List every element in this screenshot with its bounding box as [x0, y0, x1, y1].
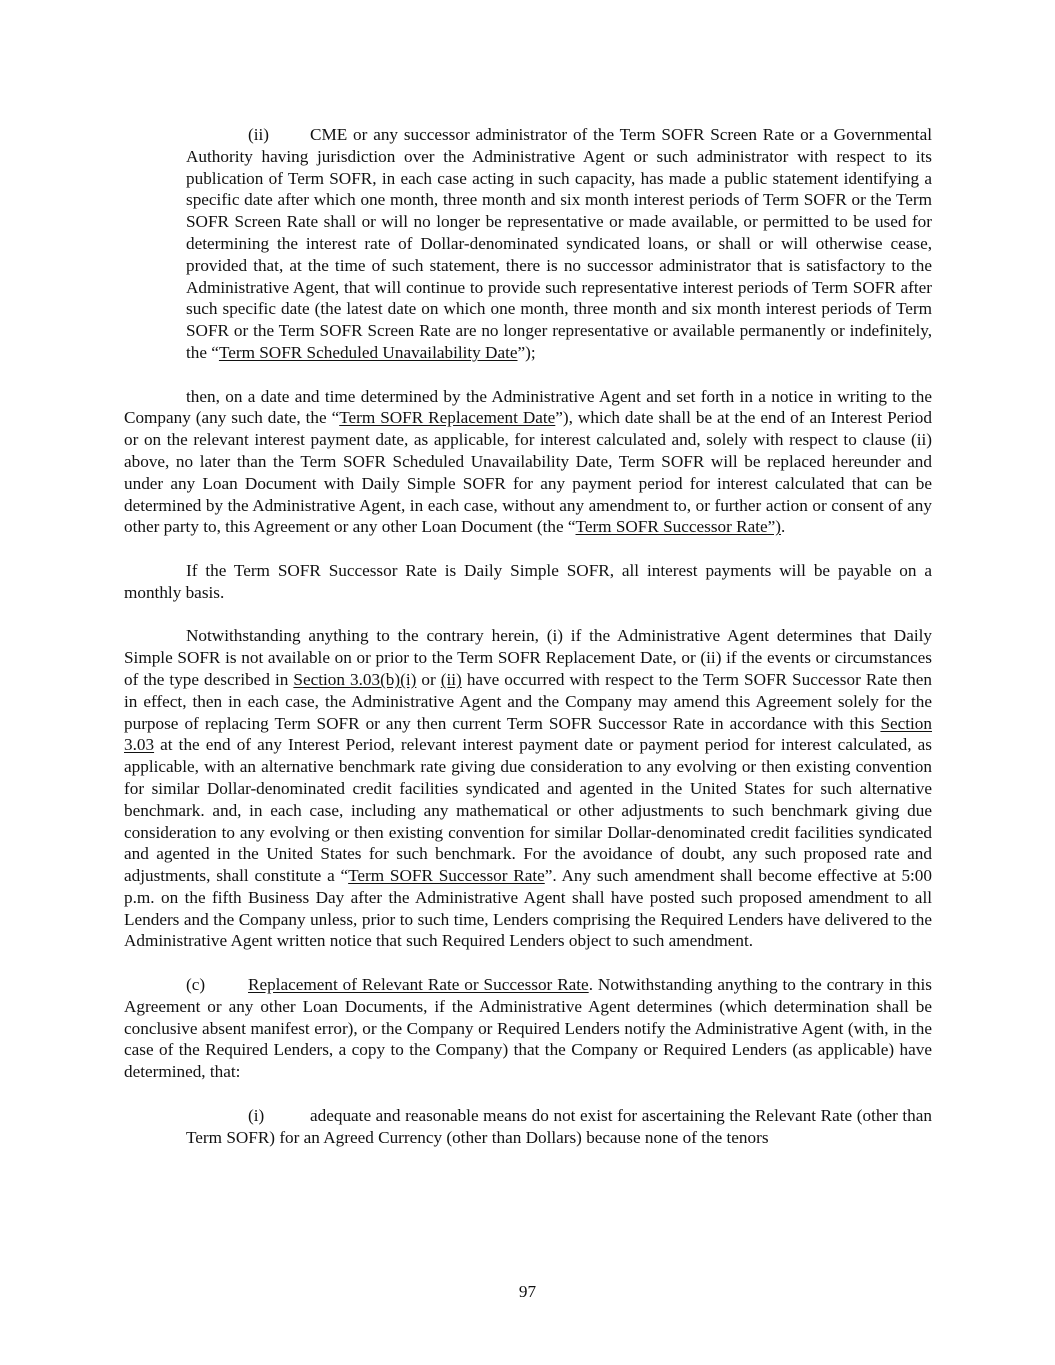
paragraph-text: adequate and reasonable means do not exist for ascertaining the Relevant Rate (other than Term SOFR) for an Agreed Currency (other than Dollars) because none of the tenors	[186, 1105, 932, 1147]
clause-label: (c)	[186, 975, 206, 995]
paragraph-text: If the Term SOFR Successor Rate is Daily Simple SOFR, all interest payments will be payable on a monthly basis.	[124, 560, 932, 602]
paragraph-notwithstanding	[124, 625, 932, 952]
paragraph-text: at the end of any Interest Period, relevant interest payment date or payment period for interest calculated, as applicable, with an alternative benchmark rate giving due consideration to any evolving or then existing convention for similar Dollar-denominated credit facilities syndicated and agented in the United States for such alternative benchmark. and, in each case, including any mathematical or other adjustments to such benchmark giving due consideration to any evolving or then existing convention for similar Dollar-denominated credit facilities syndicated and agented in the United States for such benchmark. For the avoidance of doubt, any such proposed rate and adjustments, shall constitute a “	[124, 735, 932, 886]
section-heading: Replacement of Relevant Rate or Successor Rate	[248, 975, 589, 995]
section-reference: Section 3.03(b)(i)	[293, 669, 417, 689]
paragraph-text: then, on a date and time determined by the Administrative Agent and set forth in a notice in writing to the Company (any such date, the “	[124, 386, 932, 428]
page-number: 97	[518, 1282, 537, 1301]
paragraph-monthly-basis	[124, 560, 932, 604]
section-reference: (ii)	[440, 669, 462, 689]
paragraph-text: ”);	[517, 342, 536, 362]
paragraph-text: .	[781, 517, 786, 537]
paragraph-text: . Notwithstanding anything to the contrary in this Agreement or any other Loan Documents, if the Administrative Agent determines (which determination shall be conclusive absent manifest error), or the Company or Required Lenders notify the Administrative Agent (with, in the case of the Required Lenders, a copy to the Company) that the Company or Required Lenders (as applicable) have determined, that:	[124, 975, 932, 1082]
paragraph-text: CME or any successor administrator of the Term SOFR Screen Rate or a Governmental Authority having jurisdiction over the Administrative Agent or such administrator with respect to its publication of Term SOFR, in each case acting in such capacity, has made a public statement identifying a specific date after which one month, three month and six month interest periods of Term SOFR or the Term SOFR Screen Rate shall or will no longer be representative or made available, or permitted to be used for determining the interest rate of Dollar-denominated syndicated loans, or shall or will otherwise cease, provided that, at the time of such statement, there is no successor administrator that is satisfactory to the Administrative Agent, that will continue to provide such representative interest periods of Term SOFR after such specific date (the latest date on which one month, three month and six month interest periods of Term SOFR or the Term SOFR Screen Rate are no longer representative or available permanently or indefinitely, the “	[186, 125, 932, 362]
defined-term: Term SOFR Replacement Date	[339, 408, 556, 428]
paragraph-text: Notwithstanding anything to the contrary herein, (i) if the Administrative Agent determines that Daily Simple SOFR is not available on or prior to the Term SOFR Replacement Date, or (ii) if the events or circumstances of the type described in	[124, 626, 932, 689]
clause-label: (i)	[248, 1105, 265, 1125]
paragraph-clause-ii	[186, 124, 932, 364]
defined-term: Term SOFR Scheduled Unavailability Date	[218, 342, 518, 362]
paragraph-replacement-date	[124, 386, 932, 539]
paragraph-text: ”), which date shall be at the end of an Interest Period or on the relevant interest payment date, as applicable, for interest calculated and, solely with respect to clause (ii) above, no later than the Term SOFR Scheduled Unavailability Date, Term SOFR will be replaced hereunder and under any Loan Document with Daily Simple SOFR for any payment period for interest calculated that can be determined by the Administrative Agent, in each case, without any amendment to, or further action or consent of any other party to, this Agreement or any other Loan Document (the “	[124, 408, 932, 537]
paragraph-clause-i	[186, 1105, 932, 1149]
paragraph-text: have occurred with respect to the Term SOFR Successor Rate then in effect, then in each case, the Administrative Agent and the Company may amend this Agreement solely for the purpose of replacing Term SOFR or any then current Term SOFR Successor Rate in accordance with this	[124, 669, 932, 733]
defined-term: Term SOFR Successor Rate”)	[575, 517, 782, 537]
paragraph-text: or	[416, 669, 441, 689]
section-reference: Section 3.03	[124, 713, 932, 755]
defined-term: Term SOFR Successor Rate	[348, 866, 545, 886]
clause-label: (ii)	[248, 125, 269, 144]
paragraph-clause-c	[124, 974, 932, 1083]
document-page	[124, 124, 932, 1170]
paragraph-text: ”. Any such amendment shall become effective at 5:00 p.m. on the fifth Business Day after the Administrative Agent shall have posted such proposed amendment to all Lenders and the Company unless, prior to such time, Lenders comprising the Required Lenders have delivered to the Administrative Agent written notice that such Required Lenders object to such amendment.	[124, 866, 932, 951]
